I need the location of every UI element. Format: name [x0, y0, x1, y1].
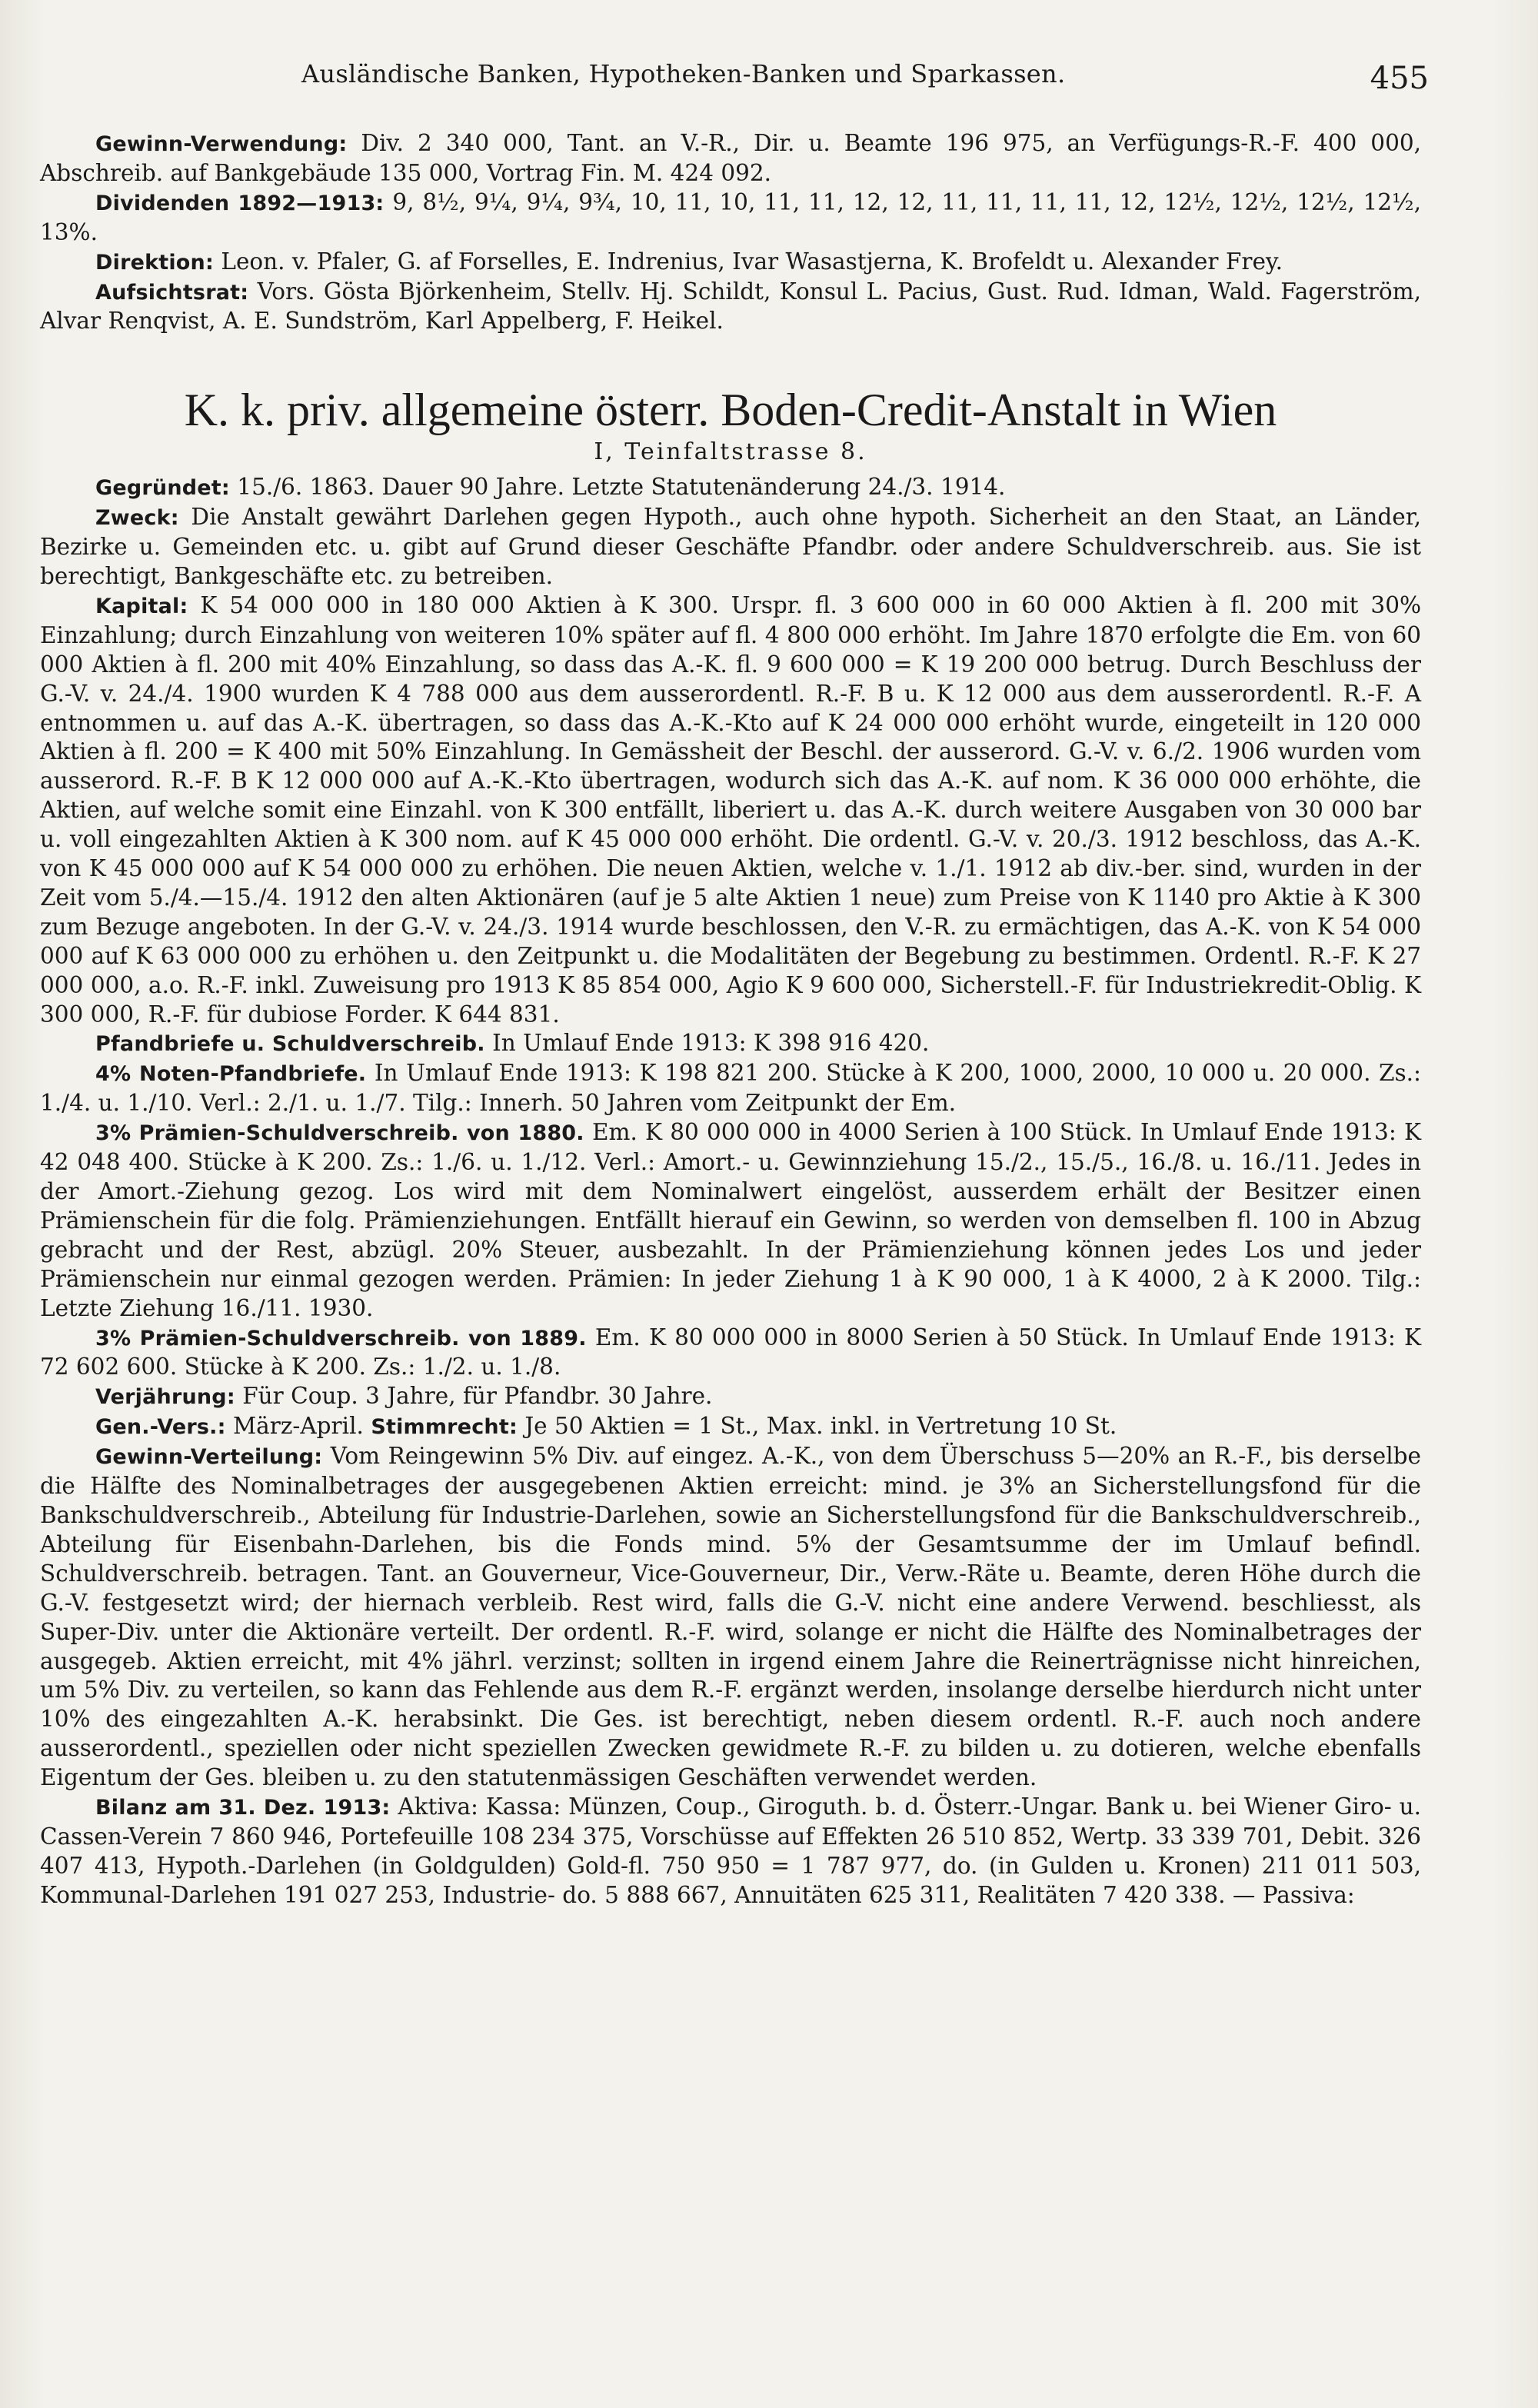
page-content — [40, 59, 1429, 1910]
text-pfandbriefe: In Umlauf Ende 1913: K 398 916 420. — [492, 1030, 930, 1057]
institution-title: K. k. priv. allgemeine österr. Boden-Credit-Anstalt in Wien — [184, 385, 1277, 436]
paragraph-gen-vers — [40, 1412, 1421, 1442]
running-head — [40, 59, 1429, 106]
text-noten-pfandbriefe: In Umlauf Ende 1913: K 198 821 200. Stücke à K 200, 1000, 2000, 10 000 u. 20 000. Zs.: 1./4. u. 1./10. Verl.: 2./1. u. 1./7. Tilg.: Innerh. 50 Jahren vom Zeitpunkt der Em. — [40, 1060, 1421, 1117]
paragraph-pfandbriefe — [40, 1029, 1421, 1059]
text-verjaehrung: Für Coup. 3 Jahre, für Pfandbr. 30 Jahre. — [242, 1383, 713, 1410]
text-gegruendet: 15./6. 1863. Dauer 90 Jahre. Letzte Statutenänderung 24./3. 1914. — [237, 474, 1006, 501]
paragraph-praemien-1880 — [40, 1118, 1421, 1323]
text-aufsichtsrat: Vors. Gösta Björkenheim, Stellv. Hj. Schildt, Konsul L. Pacius, Gust. Rud. Idman, Wald. Fagerström, Alvar Renqvist, A. E. Sundström, Karl Appelberg, F. Heikel. — [40, 278, 1421, 335]
text-kapital: K 54 000 000 in 180 000 Aktien à K 300. Urspr. fl. 3 600 000 in 60 000 Aktien à fl. 200 mit 30% Einzahlung; durch Einzahlung von weiteren 10% später auf fl. 4 800 000 erhöht. Im Jahre 1870 erfolgte die Em. von 60 000 Aktien à fl. 200 mit 40% Einzahlung, so dass das A.-K. fl. 9 600 000 = K 19 200 000 betrug. Durch Beschluss der G.-V. v. 24./4. 1900 wurden K 4 788 000 aus dem ausserordentl. R.-F. B u. K 12 000 aus dem ausserordentl. R.-F. A entnommen u. auf das A.-K. übertragen, so dass das A.-K.-Kto auf K 24 000 000 erhöht wurde, eingeteilt in 120 000 Aktien à fl. 200 = K 400 mit 50% Einzahlung. In Gemässheit der Beschl. der ausserord. G.-V. v. 6./2. 1906 wurden vom ausserord. R.-F. B K 12 000 000 auf A.-K.-Kto übertragen, wodurch sich das A.-K. auf nom. K 36 000 000 erhöhte, die Aktien, auf welche somit eine Einzahl. von K 300 entfällt, liberiert u. das A.-K. durch weitere Ausgaben von 30 000 bar u. voll eingezahlten Aktien à K 300 nom. auf K 45 000 000 erhöht. Die ordentl. G.-V. v. 20./3. 1912 beschloss, das A.-K. von K 45 000 000 auf K 54 000 000 zu erhöhen. Die neuen Aktien, welche v. 1./1. 1912 ab div.-ber. sind, wurden in der Zeit vom 5./4.—15./4. 1912 den alten Aktionären (auf je 5 alte Aktien 1 neue) zum Preise von K 1140 pro Aktie à K 300 zum Bezuge angeboten. In der G.-V. v. 24./3. 1914 wurde beschlossen, den V.-R. zu ermächtigen, das A.-K. von K 54 000 000 auf K 63 000 000 zu erhöhen u. den Zeitpunkt u. die Modalitäten der Begebung zu bestimmen. Ordentl. R.-F. K 27 000 000, a.o. R.-F. inkl. Zuweisung pro 1913 K 85 854 000, Agio K 9 600 000, Sicherstell.-F. für Industriekredit-Oblig. K 300 000, R.-F. für dubiose Forder. K 644 831. — [40, 591, 1421, 1027]
keyword-pfandbriefe: Pfandbriefe u. Schuldverschreib. — [95, 1032, 485, 1057]
paragraph-dividenden — [40, 188, 1421, 248]
paragraph-aufsichtsrat — [40, 278, 1421, 337]
keyword-praemien-1889: 3% Prämien-Schuldverschreib. von 1889. — [95, 1326, 587, 1351]
text-stimmrecht: Je 50 Aktien = 1 St., Max. inkl. in Vertretung 10 St. — [524, 1413, 1117, 1440]
keyword-gewinn-verwendung: Gewinn-Verwendung: — [95, 132, 348, 156]
keyword-noten-pfandbriefe: 4% Noten-Pfandbriefe. — [95, 1062, 367, 1087]
keyword-zweck: Zweck: — [95, 506, 179, 531]
text-gen-vers: März-April. — [232, 1413, 364, 1440]
text-praemien-1880: Em. K 80 000 000 in 4000 Serien à 100 Stück. In Umlauf Ende 1913: K 42 048 400. Stücke à K 200. Zs.: 1./6. u. 1./12. Verl.: Amort.- u. Gewinnziehung 15./2., 15./5., 16./8. u. 16./11. Jedes in der Amort.-Ziehung gezog. Los wird mit dem Nominalwert eingelöst, ausserdem erhält der Besitzer einen Prämienschein für die folg. Prämienziehungen. Entfällt hierauf ein Gewinn, so werden von demselben fl. 100 in Abzug gebracht und der Rest, abzügl. 20% Steuer, ausbezahlt. In der Prämienziehung können jedes Los und jeder Prämienschein nur einmal gezogen werden. Prämien: In jeder Ziehung 1 à K 90 000, 1 à K 4000, 2 à K 2000. Tilg.: Letzte Ziehung 16./11. 1930. — [40, 1119, 1421, 1321]
institution-address: I, Teinfaltstrasse 8. — [594, 438, 867, 466]
paragraph-kapital — [40, 591, 1421, 1030]
paragraph-gegruendet — [40, 473, 1421, 503]
page-number: 455 — [1370, 61, 1429, 96]
keyword-verjaehrung: Verjährung: — [95, 1385, 235, 1410]
paragraph-gewinn-verwendung — [40, 129, 1421, 188]
keyword-gewinn-verteilung: Gewinn-Verteilung: — [95, 1445, 323, 1470]
keyword-kapital: Kapital: — [95, 594, 188, 618]
keyword-aufsichtsrat: Aufsichtsrat: — [95, 280, 249, 305]
keyword-bilanz: Bilanz am 31. Dez. 1913: — [95, 1796, 391, 1820]
text-bilanz: Aktiva: Kassa: Münzen, Coup., Giroguth. b. d. Österr.-Ungar. Bank u. bei Wiener Giro- u. Cassen-Verein 7 860 946, Portefeuille 108 234 375, Vorschüsse auf Effekten 26 510 852, Wertp. 33 339 701, Debit. 326 407 413, Hypoth.-Darlehen (in Goldgulden) Gold-fl. 750 950 = 1 787 977, do. (in Gulden u. Kronen) 211 011 503, Kommunal-Darlehen 191 027 253, Industrie- do. 5 888 667, Annuitäten 625 311, Realitäten 7 420 338. — Passiva: — [40, 1794, 1421, 1908]
paragraph-direktion — [40, 248, 1421, 278]
text-gewinn-verwendung: Div. 2 340 000, Tant. an V.-R., Dir. u. Beamte 196 975, an Verfügungs-R.-F. 400 000, Abschreib. auf Bankgebäude 135 000, Vortrag Fin. M. 424 092. — [40, 130, 1421, 186]
keyword-gegruendet: Gegründet: — [95, 476, 230, 501]
paragraph-verjaehrung — [40, 1382, 1421, 1412]
paragraph-praemien-1889 — [40, 1324, 1421, 1383]
text-dividenden: 9, 8½, 9¼, 9¼, 9¾, 10, 11, 10, 11, 11, 12, 12, 11, 11, 11, 11, 12, 12½, 12½, 12½, 12½, 13%. — [40, 188, 1421, 245]
paragraph-bilanz — [40, 1793, 1421, 1910]
text-praemien-1889: Em. K 80 000 000 in 8000 Serien à 50 Stück. In Umlauf Ende 1913: K 72 602 600. Stücke à K 200. Zs.: 1./2. u. 1./8. — [40, 1324, 1421, 1381]
keyword-gen-vers: Gen.-Vers.: — [95, 1415, 226, 1440]
paragraph-zweck — [40, 503, 1421, 591]
keyword-direktion: Direktion: — [95, 250, 214, 275]
keyword-dividenden: Dividenden 1892—1913: — [95, 191, 384, 215]
keyword-stimmrecht: Stimmrecht: — [371, 1415, 518, 1440]
text-direktion: Leon. v. Pfaler, G. af Forselles, E. Indrenius, Ivar Wasastjerna, K. Brofeldt u. Alexander Frey. — [221, 248, 1283, 275]
keyword-praemien-1880: 3% Prämien-Schuldverschreib. von 1880. — [95, 1121, 584, 1146]
text-zweck: Die Anstalt gewährt Darlehen gegen Hypoth., auch ohne hypoth. Sicherheit an den Staat, an Länder, Bezirke u. Gemeinden etc. u. gibt auf Grund dieser Geschäfte Pfandbr. oder andere Schuldverschreib. aus. Sie ist berechtigt, Bankgeschäfte etc. zu betreiben. — [40, 504, 1421, 589]
paragraph-noten-pfandbriefe — [40, 1059, 1421, 1118]
text-gewinn-verteilung: Vom Reingewinn 5% Div. auf eingez. A.-K., von dem Überschuss 5—20% an R.-F., bis derselbe die Hälfte des Nominalbetrages der ausgegebenen Aktien erreicht: mind. je 3% an Sicherstellungsfond für die Bankschuldverschreib., Abteilung für Industrie-Darlehen, sowie an Sicherstellungsfond für die Bankschuldverschreib., Abteilung für Eisenbahn-Darlehen, bis die Fonds mind. 5% der Gesamtsumme der im Umlauf befindl. Schuldverschreib. betragen. Tant. an Gouverneur, Vice-Gouverneur, Dir., Verw.-Räte u. Beamte, deren Höhe durch die G.-V. festgesetzt wird; der hiernach verbleib. Rest wird, falls die G.-V. nicht eine andere Verwend. beschliesst, als Super-Div. unter die Aktionäre verteilt. Der ordentl. R.-F. wird, solange er nicht die Hälfte des Nominalbetrages der ausgegeb. Aktien erreicht, mit 4% jährl. verzinst; sollten in irgend einem Jahre die Reinerträgnisse nicht hinreichen, um 5% Div. zu verteilen, so kann das Fehlende aus dem R.-F. ergänzt werden, insolange derselbe hierdurch nicht unter 10% des eingezahlten A.-K. herabsinkt. Die Ges. ist berechtigt, neben diesem ordentl. R.-F. auch noch andere ausserordentl., speziellen oder nicht speziellen Zwecken gewidmete R.-F. zu bilden u. zu dotieren, welche ebenfalls Eigentum der Ges. bleiben u. zu den statutenmässigen Geschäften verwendet werden. — [40, 1443, 1421, 1791]
running-head-title: Ausländische Banken, Hypotheken-Banken und Sparkassen. — [301, 59, 1066, 88]
paragraph-gewinn-verteilung — [40, 1442, 1421, 1793]
